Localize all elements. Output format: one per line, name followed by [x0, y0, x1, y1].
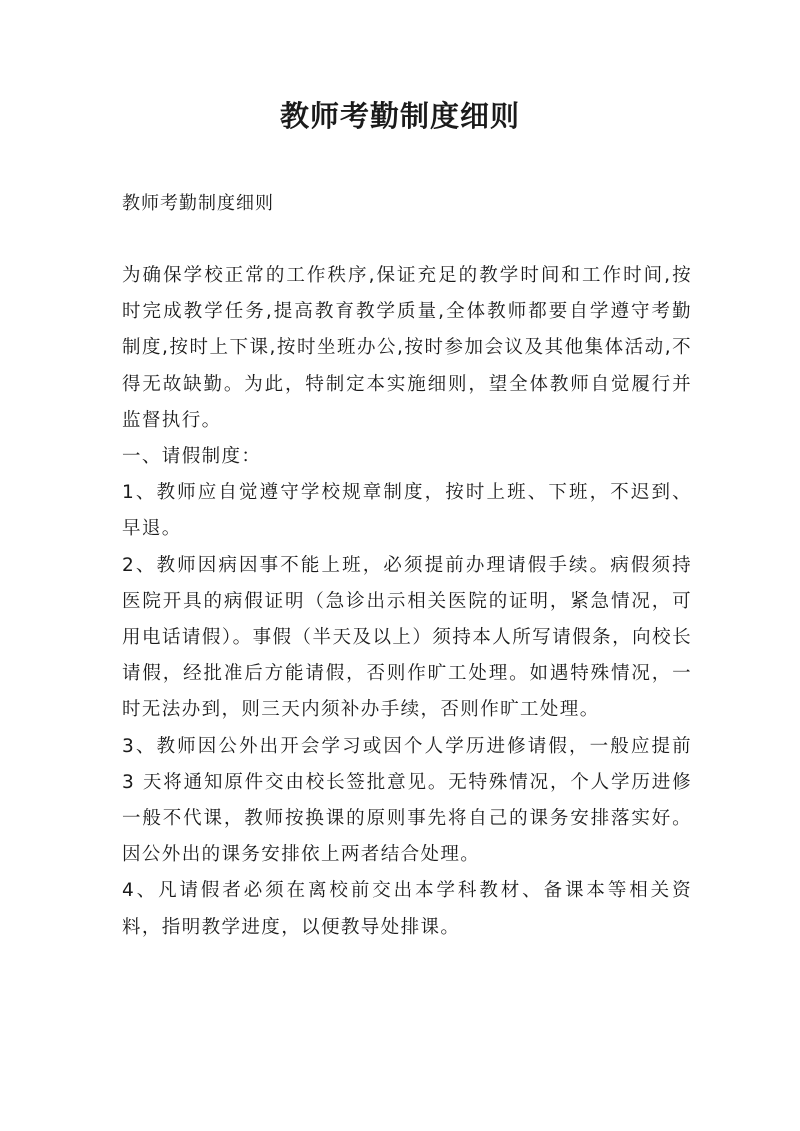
document-subtitle: 教师考勤制度细则 [122, 193, 274, 214]
rule-paragraph-3: 3、教师因公外出开会学习或因个人学历进修请假，一般应提前 3 天将通知原件交由校长签批意见。无特殊情况，个人学历进修一般不代课，教师按换课的原则事先将自己的课务安排落实好。因公外出的课务安排依上两者结合处理。 [122, 735, 692, 866]
intro-paragraph: 为确保学校正常的工作秩序,保证充足的教学时间和工作时间,按时完成教学任务,提高教育教学质量,全体教师都要自学遵守考勤制度,按时上下课,按时坐班办公,按时参加会议及其他集体活动,不得无故缺勤。为此，特制定本实施细则，望全体教师自觉履行并监督执行。 [122, 265, 692, 431]
document-title: 教师考勤制度细则 [279, 99, 520, 133]
rule-paragraph-4: 4、凡请假者必须在离校前交出本学科教材、备课本等相关资料，指明教学进度，以便教导处排课。 [122, 880, 692, 938]
rule-paragraph-2: 2、教师因病因事不能上班，必须提前办理请假手续。病假须持医院开具的病假证明（急诊出示相关医院的证明，紧急情况，可用电话请假）。事假（半天及以上）须持本人所写请假条，向校长请假，经批准后方能请假，否则作旷工处理。如遇特殊情况，一时无法办到，则三天内须补办手续，否则作旷工处理。 [122, 554, 692, 721]
document-body [122, 258, 692, 946]
section-heading-leave-policy: 一、请假制度： [122, 446, 262, 468]
rule-paragraph-1: 1、教师应自觉遵守学校规章制度，按时上班、下班，不迟到、早退。 [122, 482, 692, 540]
